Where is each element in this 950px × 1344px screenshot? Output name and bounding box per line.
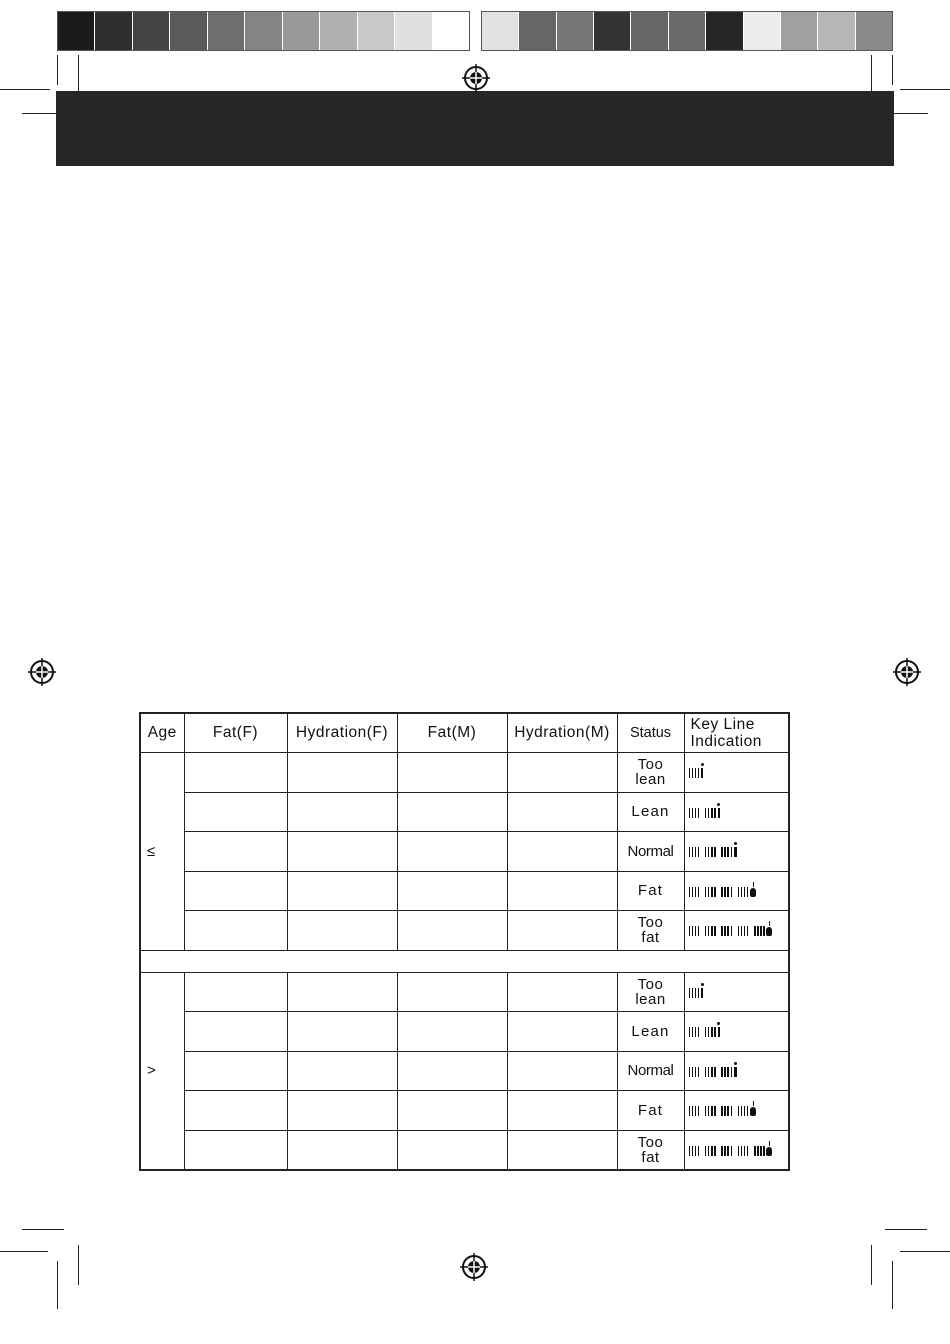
hydration-female-cell: [287, 1091, 397, 1131]
key-line-tick: [708, 887, 710, 897]
hydration-male-cell: [507, 1012, 617, 1052]
hydration-male-cell: [507, 972, 617, 1012]
key-line-cell: [684, 1130, 789, 1170]
calibration-swatch: [245, 12, 282, 50]
age-comparison-symbol: ≤: [147, 842, 156, 860]
key-line-marker-icon: [734, 1062, 737, 1077]
hydration-male-cell: [507, 911, 617, 951]
key-line-tick: [747, 887, 749, 897]
key-line-tick: [763, 1146, 765, 1156]
key-line-tick: [689, 847, 691, 857]
key-line-tick: [689, 1146, 691, 1156]
key-line-tick: [721, 1146, 723, 1156]
calibration-swatch: [519, 12, 556, 50]
key-line-tick: [689, 1067, 691, 1077]
status-cell: [617, 753, 684, 793]
fat-female-cell: [184, 1130, 287, 1170]
key-line-tick: [724, 926, 726, 936]
key-line-tick: [711, 808, 713, 818]
key-line-marker-icon: [701, 983, 704, 998]
registration-mark-icon: [459, 1252, 489, 1282]
key-line-tick: [698, 1146, 700, 1156]
key-line-tick: [692, 1027, 694, 1037]
key-line-tick: [741, 1106, 743, 1116]
calibration-swatch: [856, 12, 892, 50]
key-line-tick: [698, 768, 700, 778]
crop-mark: [900, 1251, 950, 1252]
key-line-tick: [741, 1146, 743, 1156]
key-line-tick: [724, 847, 726, 857]
key-line-tick: [714, 808, 716, 818]
key-line-cell: [684, 1051, 789, 1091]
crop-mark: [0, 89, 50, 90]
calibration-swatch: [482, 12, 519, 50]
key-line-tick: [721, 847, 723, 857]
calibration-swatch: [320, 12, 357, 50]
key-line-tick: [695, 887, 697, 897]
key-line-tick: [705, 926, 707, 936]
crop-mark: [22, 113, 58, 114]
hydration-female-cell: [287, 1012, 397, 1052]
key-line-tick: [741, 926, 743, 936]
hydration-female-cell: [287, 792, 397, 832]
key-line-tick: [705, 887, 707, 897]
key-line-tick: [741, 887, 743, 897]
status-cell: [617, 1051, 684, 1091]
status-label: Lean: [631, 803, 670, 821]
key-line-tick: [711, 847, 713, 857]
key-line-tick: [744, 887, 746, 897]
registration-mark-icon: [892, 657, 922, 687]
table-header-row: [140, 713, 789, 753]
key-line-tick: [689, 768, 691, 778]
fat-male-cell: [397, 1051, 507, 1091]
key-line-tick: [711, 1146, 713, 1156]
key-line-tick: [731, 926, 733, 936]
key-line-tick: [698, 887, 700, 897]
fat-male-cell: [397, 1130, 507, 1170]
calibration-swatch: [557, 12, 594, 50]
key-line-indicator: [689, 881, 757, 897]
key-line-tick: [727, 847, 729, 857]
fat-male-cell: [397, 1012, 507, 1052]
key-line-tick: [731, 1106, 733, 1116]
key-line-marker-icon: [717, 803, 720, 818]
key-line-tick: [705, 1027, 707, 1037]
key-line-tick: [695, 808, 697, 818]
key-line-cell: [684, 871, 789, 911]
key-line-tick: [695, 1067, 697, 1077]
status-cell: [617, 832, 684, 872]
key-line-tick: [692, 1067, 694, 1077]
key-line-tick: [705, 1146, 707, 1156]
key-line-tick: [714, 1106, 716, 1116]
key-line-tick: [721, 926, 723, 936]
fat-female-cell: [184, 1012, 287, 1052]
key-line-tick: [689, 988, 691, 998]
calibration-swatch: [706, 12, 743, 50]
crop-mark: [892, 55, 893, 85]
key-line-marker-icon: [734, 842, 737, 857]
status-label-line2: lean: [635, 990, 666, 1008]
fat-male-cell: [397, 792, 507, 832]
key-line-tick: [714, 1027, 716, 1037]
hydration-female-cell: [287, 1051, 397, 1091]
key-line-tick: [705, 808, 707, 818]
calibration-swatch: [594, 12, 631, 50]
fat-female-cell: [184, 911, 287, 951]
key-line-tick: [689, 808, 691, 818]
key-line-tick: [721, 887, 723, 897]
key-line-drop-icon: [750, 1101, 756, 1116]
key-line-tick: [708, 1067, 710, 1077]
key-line-tick: [714, 847, 716, 857]
table-row: [140, 1012, 789, 1052]
key-line-drop-icon: [750, 882, 756, 897]
key-line-tick: [763, 926, 765, 936]
table-row: [140, 792, 789, 832]
key-line-tick: [692, 1146, 694, 1156]
key-line-tick: [711, 1067, 713, 1077]
table-row: [140, 972, 789, 1012]
fat-male-cell: [397, 871, 507, 911]
table-row: [140, 871, 789, 911]
hydration-male-cell: [507, 871, 617, 911]
key-line-cell: [684, 753, 789, 793]
status-label: Too: [637, 756, 664, 774]
key-line-tick: [698, 988, 700, 998]
status-cell: [617, 1012, 684, 1052]
status-label-line2: lean: [635, 771, 666, 789]
crop-mark: [78, 1245, 79, 1285]
key-line-tick: [698, 926, 700, 936]
status-label: Normal: [627, 1062, 674, 1080]
key-line-tick: [724, 887, 726, 897]
header-key-line-text: Key Line: [690, 716, 755, 733]
table-row: [140, 1051, 789, 1091]
hydration-male-cell: [507, 1051, 617, 1091]
crop-mark: [892, 113, 928, 114]
key-line-tick: [760, 1146, 762, 1156]
key-line-tick: [695, 768, 697, 778]
key-line-tick: [692, 988, 694, 998]
key-line-tick: [692, 808, 694, 818]
key-line-indicator: [689, 802, 721, 818]
key-line-tick: [731, 1146, 733, 1156]
key-line-drop-icon: [766, 1141, 772, 1156]
hydration-female-cell: [287, 832, 397, 872]
key-line-tick: [714, 1067, 716, 1077]
key-line-tick: [695, 926, 697, 936]
key-line-tick: [727, 926, 729, 936]
header-hydration-male: Hydration(M): [507, 713, 617, 753]
fat-female-cell: [184, 832, 287, 872]
key-line-indicator: [689, 1061, 737, 1077]
status-label: Fat: [637, 1101, 664, 1119]
header-key-line-indication: [684, 713, 789, 753]
key-line-tick: [747, 926, 749, 936]
status-label-line2: fat: [641, 929, 660, 947]
hydration-male-cell: [507, 1091, 617, 1131]
key-line-tick: [724, 1106, 726, 1116]
key-line-cell: [684, 911, 789, 951]
crop-mark: [57, 1261, 58, 1309]
crop-mark: [871, 1245, 872, 1285]
key-line-tick: [689, 1027, 691, 1037]
key-line-tick: [708, 1027, 710, 1037]
key-line-indicator: [689, 920, 773, 936]
key-line-tick: [727, 1146, 729, 1156]
key-line-tick: [695, 1106, 697, 1116]
table-row: [140, 1130, 789, 1170]
key-line-tick: [738, 887, 740, 897]
key-line-tick: [714, 926, 716, 936]
calibration-swatch: [283, 12, 320, 50]
key-line-cell: [684, 1091, 789, 1131]
key-line-indicator: [689, 841, 737, 857]
calibration-swatch: [818, 12, 855, 50]
hydration-male-cell: [507, 792, 617, 832]
key-line-tick: [714, 887, 716, 897]
key-line-tick: [695, 1027, 697, 1037]
key-line-tick: [744, 1146, 746, 1156]
status-cell: [617, 792, 684, 832]
key-line-tick: [692, 887, 694, 897]
calibration-swatch: [433, 12, 469, 50]
key-line-tick: [724, 1146, 726, 1156]
calibration-swatch: [133, 12, 170, 50]
key-line-tick: [698, 1027, 700, 1037]
calibration-swatch: [358, 12, 395, 50]
calibration-swatch: [781, 12, 818, 50]
key-line-indicator: [689, 1100, 757, 1116]
registration-mark-icon: [27, 657, 57, 687]
table-row: [140, 911, 789, 951]
fat-male-cell: [397, 911, 507, 951]
fat-female-cell: [184, 1051, 287, 1091]
status-label: Lean: [631, 1022, 670, 1040]
key-line-tick: [747, 1106, 749, 1116]
fat-female-cell: [184, 792, 287, 832]
crop-mark: [0, 1251, 48, 1252]
key-line-tick: [757, 1146, 759, 1156]
status-cell: [617, 1091, 684, 1131]
key-line-tick: [708, 808, 710, 818]
header-fat-male: Fat(M): [397, 713, 507, 753]
age-group-cell: [140, 972, 184, 1170]
crop-mark: [57, 55, 58, 85]
key-line-tick: [689, 1106, 691, 1116]
key-line-tick: [689, 887, 691, 897]
fat-female-cell: [184, 871, 287, 911]
calibration-swatch: [631, 12, 668, 50]
key-line-indicator: [689, 1021, 721, 1037]
fat-male-cell: [397, 1091, 507, 1131]
status-label: Normal: [627, 842, 674, 860]
header-indication-text: Indication: [690, 733, 762, 750]
key-line-marker-icon: [701, 763, 704, 778]
key-line-tick: [692, 768, 694, 778]
table-row: [140, 753, 789, 793]
status-cell: [617, 911, 684, 951]
registration-mark-icon: [461, 63, 491, 93]
key-line-tick: [754, 926, 756, 936]
calibration-swatch: [95, 12, 132, 50]
key-line-marker-icon: [717, 1022, 720, 1037]
hydration-female-cell: [287, 753, 397, 793]
crop-mark: [885, 1229, 927, 1230]
status-label-line2: fat: [641, 1148, 660, 1166]
group-separator-row: [140, 950, 789, 972]
key-line-tick: [760, 926, 762, 936]
key-line-tick: [695, 988, 697, 998]
crop-mark: [900, 89, 950, 90]
hydration-female-cell: [287, 1130, 397, 1170]
calibration-swatch: [395, 12, 432, 50]
key-line-tick: [727, 887, 729, 897]
fat-female-cell: [184, 753, 287, 793]
key-line-tick: [698, 847, 700, 857]
key-line-tick: [698, 1067, 700, 1077]
table-row: [140, 1091, 789, 1131]
key-line-tick: [744, 926, 746, 936]
color-calibration-strip-left: [57, 11, 470, 51]
key-line-drop-icon: [766, 921, 772, 936]
key-line-tick: [724, 1067, 726, 1077]
hydration-female-cell: [287, 972, 397, 1012]
key-line-tick: [731, 847, 733, 857]
fat-male-cell: [397, 972, 507, 1012]
key-line-tick: [695, 847, 697, 857]
key-line-tick: [711, 887, 713, 897]
header-age: Age: [140, 713, 184, 753]
key-line-cell: [684, 1012, 789, 1052]
hydration-male-cell: [507, 832, 617, 872]
status-cell: [617, 972, 684, 1012]
key-line-tick: [708, 1106, 710, 1116]
status-cell: [617, 871, 684, 911]
key-line-tick: [754, 1146, 756, 1156]
key-line-tick: [738, 926, 740, 936]
key-line-tick: [721, 1106, 723, 1116]
key-line-tick: [731, 1067, 733, 1077]
key-line-tick: [738, 1106, 740, 1116]
header-status: Status: [617, 713, 684, 753]
fat-male-cell: [397, 753, 507, 793]
hydration-female-cell: [287, 871, 397, 911]
header-fat-female: Fat(F): [184, 713, 287, 753]
calibration-swatch: [744, 12, 781, 50]
key-line-tick: [711, 1106, 713, 1116]
fat-female-cell: [184, 1091, 287, 1131]
key-line-indicator: [689, 1140, 773, 1156]
calibration-swatch: [669, 12, 706, 50]
key-line-cell: [684, 972, 789, 1012]
body-composition-table: [139, 712, 790, 1171]
key-line-tick: [714, 1146, 716, 1156]
group-separator-cell: [140, 950, 789, 972]
age-group-cell: [140, 753, 184, 951]
key-line-cell: [684, 792, 789, 832]
key-line-tick: [757, 926, 759, 936]
key-line-tick: [727, 1106, 729, 1116]
calibration-swatch: [208, 12, 245, 50]
hydration-male-cell: [507, 1130, 617, 1170]
key-line-tick: [731, 887, 733, 897]
table-row: [140, 832, 789, 872]
key-line-tick: [705, 1067, 707, 1077]
key-line-tick: [727, 1067, 729, 1077]
key-line-tick: [705, 1106, 707, 1116]
key-line-tick: [692, 1106, 694, 1116]
hydration-male-cell: [507, 753, 617, 793]
crop-mark: [892, 1261, 893, 1309]
key-line-tick: [698, 1106, 700, 1116]
color-calibration-strip-right: [481, 11, 893, 51]
key-line-tick: [747, 1146, 749, 1156]
status-label: Too: [637, 914, 664, 932]
key-line-tick: [744, 1106, 746, 1116]
key-line-tick: [721, 1067, 723, 1077]
header-hydration-female: Hydration(F): [287, 713, 397, 753]
fat-female-cell: [184, 972, 287, 1012]
status-cell: [617, 1130, 684, 1170]
fat-male-cell: [397, 832, 507, 872]
key-line-tick: [708, 1146, 710, 1156]
header-band: [56, 91, 894, 166]
calibration-swatch: [170, 12, 207, 50]
key-line-tick: [711, 1027, 713, 1037]
age-comparison-symbol: >: [147, 1062, 157, 1080]
key-line-tick: [698, 808, 700, 818]
key-line-tick: [705, 847, 707, 857]
key-line-tick: [708, 926, 710, 936]
key-line-indicator: [689, 982, 704, 998]
key-line-tick: [692, 847, 694, 857]
key-line-tick: [695, 1146, 697, 1156]
status-label: Too: [637, 975, 664, 993]
hydration-female-cell: [287, 911, 397, 951]
key-line-cell: [684, 832, 789, 872]
key-line-tick: [689, 926, 691, 936]
key-line-tick: [711, 926, 713, 936]
calibration-swatch: [58, 12, 95, 50]
key-line-tick: [738, 1146, 740, 1156]
key-line-tick: [708, 847, 710, 857]
status-label: Fat: [637, 882, 664, 900]
status-label: Too: [637, 1133, 664, 1151]
crop-mark: [22, 1229, 64, 1230]
key-line-indicator: [689, 762, 704, 778]
key-line-tick: [692, 926, 694, 936]
